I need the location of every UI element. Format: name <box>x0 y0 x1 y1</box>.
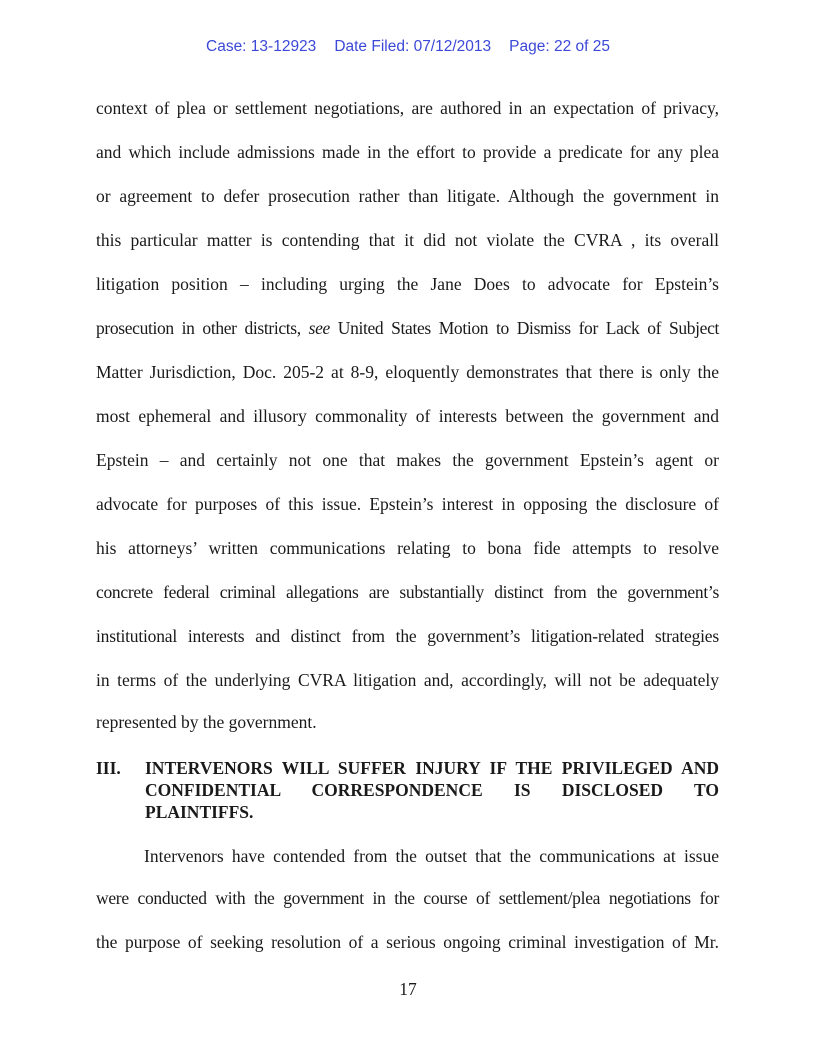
text-line: Matter Jurisdiction, Doc. 205-2 at 8-9, eloquently demonstrates that there is only the <box>96 362 719 382</box>
heading-line: CONFIDENTIAL CORRESPONDENCE IS DISCLOSED TO <box>145 780 719 800</box>
text-line: most ephemeral and illusory commonality of interests between the government and <box>96 406 719 426</box>
text-line: context of plea or settlement negotiations, are authored in an expectation of privacy, <box>96 98 719 118</box>
text-line: the purpose of seeking resolution of a serious ongoing criminal investigation of Mr. <box>96 932 719 952</box>
section-number: III. <box>96 758 121 778</box>
text-line: litigation position – including urging the Jane Does to advocate for Epstein’s <box>96 274 719 294</box>
text-line: this particular matter is contending that it did not violate the CVRA , its overall <box>96 230 719 250</box>
case-number: Case: 13-12923 <box>206 38 317 55</box>
text-line: his attorneys’ written communications relating to bona fide attempts to resolve <box>96 538 719 558</box>
heading-line: PLAINTIFFS. <box>145 802 254 822</box>
text-line: prosecution in other districts, see United States Motion to Dismiss for Lack of Subject <box>96 318 719 338</box>
text-line: institutional interests and distinct from the government’s litigation-related strategies <box>96 626 719 646</box>
page-of-total: Page: 22 of 25 <box>509 38 610 55</box>
text-line: Intervenors have contended from the outset that the communications at issue <box>144 846 719 866</box>
heading-line: INTERVENORS WILL SUFFER INJURY IF THE PRIVILEGED AND <box>145 758 719 778</box>
text-line: and which include admissions made in the effort to provide a predicate for any plea <box>96 142 719 162</box>
text-line: were conducted with the government in the course of settlement/plea negotiations for <box>96 888 719 908</box>
page-number: 17 <box>399 979 417 999</box>
text-line: advocate for purposes of this issue. Epstein’s interest in opposing the disclosure of <box>96 494 719 514</box>
filing-header <box>0 38 816 56</box>
citation-signal: see <box>308 318 330 338</box>
text-line: represented by the government. <box>96 712 317 732</box>
text-line: Epstein – and certainly not one that makes the government Epstein’s agent or <box>96 450 719 470</box>
text-line: or agreement to defer prosecution rather than litigate. Although the government in <box>96 186 719 206</box>
text-line: concrete federal criminal allegations are substantially distinct from the government’s <box>96 582 719 602</box>
text-line: in terms of the underlying CVRA litigation and, accordingly, will not be adequately <box>96 670 719 690</box>
date-filed: Date Filed: 07/12/2013 <box>334 38 492 55</box>
